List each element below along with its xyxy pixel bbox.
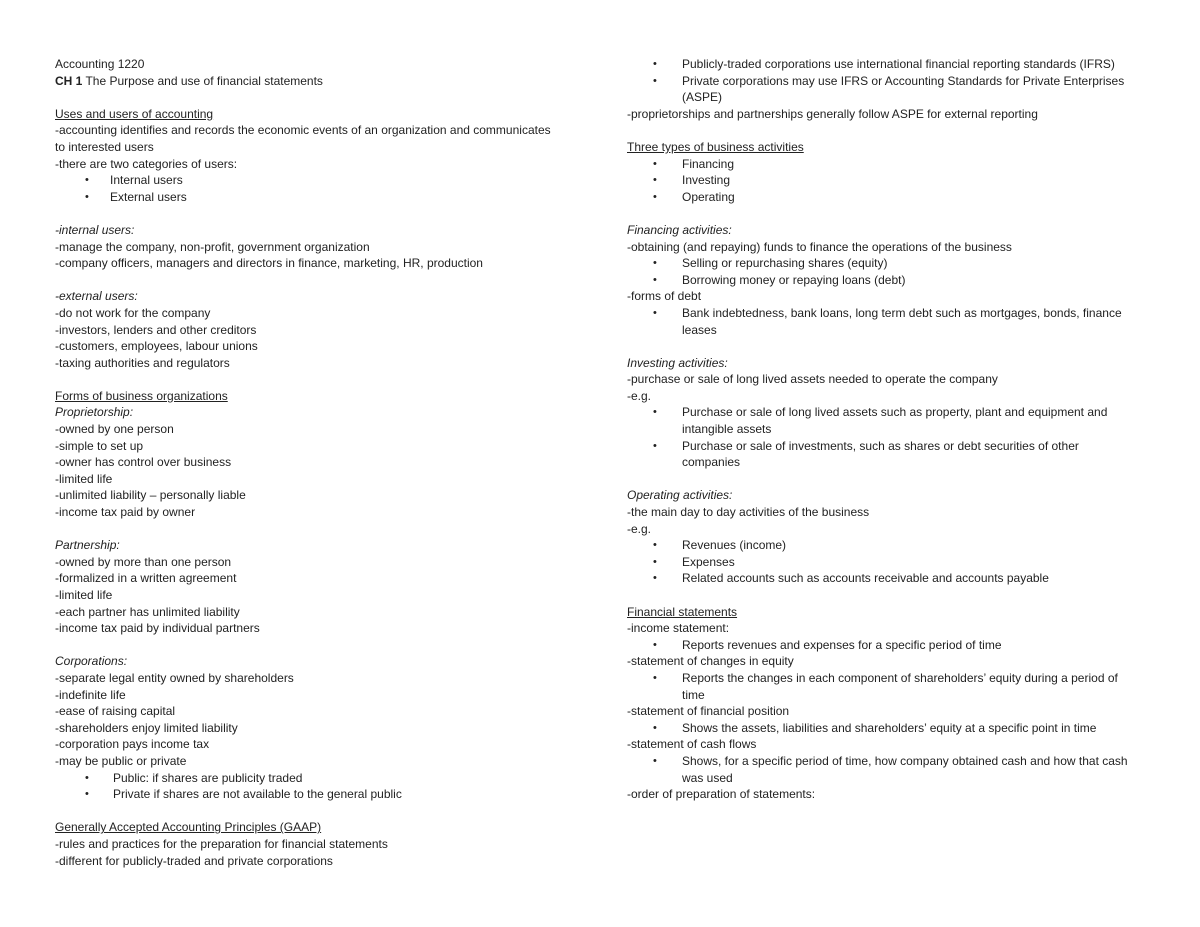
bullet-item [627, 305, 1157, 322]
subheading-corporations: Corporations: [55, 654, 128, 669]
bullet-text: Reports revenues and expenses for a specific period of time [682, 637, 1002, 652]
text-line: -company officers, managers and directors in finance, marketing, HR, production [55, 256, 483, 271]
text-line: -investors, lenders and other creditors [55, 322, 257, 337]
text-line: -obtaining (and repaying) funds to finance the operations of the business [627, 239, 1012, 254]
subheading-partnership: Partnership: [55, 538, 120, 553]
bullet-icon: • [653, 406, 657, 419]
bullet-icon: • [653, 638, 657, 651]
bullet-item [627, 404, 1157, 421]
bullet-icon: • [85, 174, 89, 187]
text-line: -there are two categories of users: [55, 156, 238, 171]
text-line: -manage the company, non-profit, government organization [55, 239, 370, 254]
bullet-item [55, 189, 585, 206]
text-line: -limited life [55, 471, 113, 486]
bullet-icon: • [85, 788, 89, 801]
text-line: -income statement: [627, 621, 730, 636]
bullet-continuation: (ASPE) [682, 90, 723, 105]
bullet-continuation: was used [682, 770, 733, 785]
bullet-text: Investing [682, 173, 731, 188]
bullet-item [627, 554, 1157, 571]
text-line: to interested users [55, 139, 154, 154]
text-line: -owner has control over business [55, 455, 232, 470]
section-heading-statements: Financial statements [627, 604, 738, 619]
bullet-item [55, 770, 585, 787]
bullet-item [627, 753, 1157, 770]
text-line: -e.g. [627, 521, 652, 536]
bullet-text: Related accounts such as accounts receivable and accounts payable [682, 571, 1049, 586]
text-line: -do not work for the company [55, 305, 211, 320]
bullet-icon: • [653, 555, 657, 568]
bullet-icon: • [653, 174, 657, 187]
bullet-item [627, 272, 1157, 289]
subheading-financing: Financing activities: [627, 222, 732, 237]
bullet-text: External users [110, 189, 187, 204]
right-column [627, 56, 1157, 803]
text-line: -shareholders enjoy limited liability [55, 720, 238, 735]
bullet-text: Bank indebtedness, bank loans, long term debt such as mortgages, bonds, finance [682, 305, 1122, 320]
bullet-item [627, 172, 1157, 189]
bullet-icon: • [653, 190, 657, 203]
bullet-text: Financing [682, 156, 735, 171]
text-line: -indefinite life [55, 687, 126, 702]
subheading-internal-users: -internal users: [55, 222, 135, 237]
bullet-item [627, 73, 1157, 90]
bullet-text: Purchase or sale of investments, such as shares or debt securities of other [682, 438, 1079, 453]
text-line: -may be public or private [55, 753, 187, 768]
section-heading-forms: Forms of business organizations [55, 388, 228, 403]
text-line: -statement of financial position [627, 704, 790, 719]
bullet-text: Purchase or sale of long lived assets such as property, plant and equipment and [682, 405, 1108, 420]
bullet-text: Shows, for a specific period of time, how company obtained cash and how that cash [682, 753, 1128, 768]
bullet-icon: • [653, 721, 657, 734]
chapter-number: CH 1 [55, 73, 83, 88]
bullet-item [627, 720, 1157, 737]
bullet-item [627, 537, 1157, 554]
bullet-item [627, 255, 1157, 272]
text-line: -owned by one person [55, 422, 174, 437]
text-line: -customers, employees, labour unions [55, 339, 258, 354]
bullet-text: Private if shares are not available to the general public [113, 787, 402, 802]
text-line: -separate legal entity owned by shareholders [55, 670, 294, 685]
bullet-icon: • [653, 157, 657, 170]
bullet-item [627, 570, 1157, 587]
left-column [55, 56, 585, 869]
text-line: -statement of changes in equity [627, 654, 794, 669]
text-line: -owned by more than one person [55, 554, 232, 569]
bullet-continuation: companies [682, 455, 741, 470]
text-line: -proprietorships and partnerships generally follow ASPE for external reporting [627, 106, 1038, 121]
bullet-item [55, 786, 585, 803]
text-line: -forms of debt [627, 289, 702, 304]
bullet-text: Revenues (income) [682, 538, 787, 553]
chapter-title [55, 73, 585, 90]
subheading-external-users: -external users: [55, 289, 138, 304]
text-line: -ease of raising capital [55, 704, 176, 719]
section-heading-gaap: Generally Accepted Accounting Principles (GAAP) [55, 820, 322, 835]
bullet-icon: • [653, 671, 657, 684]
text-line: -the main day to day activities of the business [627, 505, 870, 520]
bullet-text: Publicly-traded corporations use international financial reporting standards (IFRS) [682, 57, 1115, 71]
bullet-continuation: time [682, 687, 705, 702]
bullet-item [627, 189, 1157, 206]
bullet-icon: • [653, 439, 657, 452]
text-line: -limited life [55, 588, 113, 602]
bullet-icon: • [85, 771, 89, 784]
text-line: -unlimited liability – personally liable [55, 488, 246, 503]
bullet-continuation: leases [682, 322, 717, 337]
text-line: -order of preparation of statements: [627, 787, 816, 802]
subheading-operating: Operating activities: [627, 488, 733, 503]
bullet-text: Expenses [682, 554, 735, 569]
text-line: -rules and practices for the preparation for financial statements [55, 836, 388, 851]
text-line: -corporation pays income tax [55, 737, 210, 752]
chapter-name: The Purpose and use of financial statements [82, 73, 323, 88]
text-line: -income tax paid by owner [55, 505, 196, 520]
bullet-icon: • [653, 257, 657, 270]
bullet-item [627, 637, 1157, 654]
section-heading-activities: Three types of business activities [627, 139, 804, 154]
bullet-item [627, 438, 1157, 455]
bullet-icon: • [653, 74, 657, 87]
bullet-item [627, 670, 1157, 687]
bullet-text: Shows the assets, liabilities and shareholders’ equity at a specific point in time [682, 720, 1097, 735]
bullet-item [627, 56, 1157, 73]
bullet-icon: • [653, 539, 657, 552]
text-line: -e.g. [627, 388, 652, 403]
section-heading-uses: Uses and users of accounting [55, 106, 214, 121]
text-line: -taxing authorities and regulators [55, 355, 230, 370]
bullet-item [55, 172, 585, 189]
bullet-text: Borrowing money or repaying loans (debt) [682, 272, 906, 287]
bullet-text: Public: if shares are publicity traded [113, 770, 303, 785]
bullet-item [627, 156, 1157, 173]
bullet-text: Selling or repurchasing shares (equity) [682, 256, 888, 271]
bullet-continuation: intangible assets [682, 422, 772, 437]
text-line: -income tax paid by individual partners [55, 621, 260, 636]
text-line: -simple to set up [55, 438, 144, 453]
text-line: -statement of cash flows [627, 737, 757, 752]
bullet-icon: • [653, 273, 657, 286]
text-line: -accounting identifies and records the economic events of an organization and communicates [55, 123, 551, 138]
text-line: -different for publicly-traded and private corporations [55, 853, 333, 868]
subheading-investing: Investing activities: [627, 355, 728, 370]
subheading-proprietorship: Proprietorship: [55, 405, 134, 420]
bullet-icon: • [653, 572, 657, 585]
bullet-text: Internal users [110, 173, 183, 188]
bullet-text: Private corporations may use IFRS or Accounting Standards for Private Enterprises [682, 73, 1125, 88]
bullet-icon: • [653, 58, 657, 70]
bullet-text: Reports the changes in each component of shareholders’ equity during a period of [682, 670, 1118, 685]
bullet-icon: • [85, 190, 89, 203]
text-line: -formalized in a written agreement [55, 571, 237, 586]
bullet-text: Operating [682, 189, 735, 204]
bullet-icon: • [653, 306, 657, 319]
bullet-icon: • [653, 754, 657, 767]
text-line: -purchase or sale of long lived assets needed to operate the company [627, 372, 998, 387]
text-line: -each partner has unlimited liability [55, 604, 240, 619]
course-title: Accounting 1220 [55, 57, 145, 71]
